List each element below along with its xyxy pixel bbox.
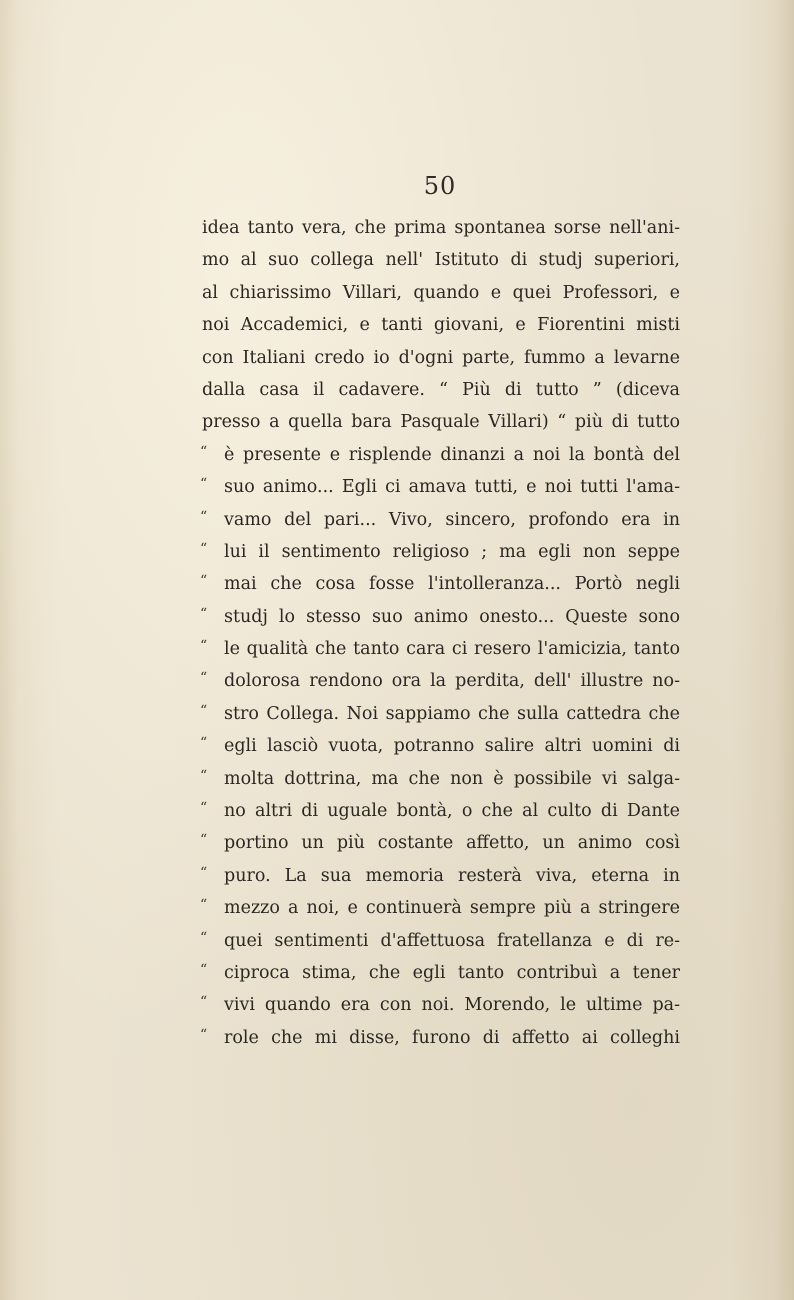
text-line (202, 212, 680, 244)
line-text: no altri di uguale bontà, o che al culto di Dante (224, 801, 680, 822)
line-text: egli lasciò vuota, potranno salire altri uomini di (224, 736, 680, 757)
quoted-line (202, 665, 680, 697)
quote-mark: “ (200, 670, 208, 687)
quoted-line (202, 892, 680, 924)
quoted-line (202, 795, 680, 827)
line-text: idea tanto vera, che prima spontanea sorse nell'ani- (202, 218, 680, 238)
text-line (202, 342, 680, 374)
quoted-line (202, 925, 680, 957)
line-text: è presente e risplende dinanzi a noi la bontà del (224, 444, 680, 465)
line-text: role che mi disse, furono di affetto ai colleghi (224, 1027, 680, 1048)
quoted-line (202, 471, 680, 503)
line-text: noi Accademici, e tanti giovani, e Fiorentini misti (202, 315, 680, 336)
line-text: molta dottrina, ma che non è possibile vi salga- (224, 768, 680, 789)
line-text: puro. La sua memoria resterà viva, eterna in (224, 865, 680, 886)
quoted-line (202, 698, 680, 730)
line-text: lui il sentimento religioso ; ma egli non seppe (224, 541, 680, 562)
quoted-line (202, 568, 680, 600)
quote-mark: “ (200, 540, 208, 557)
line-text: al chiarissimo Villari, quando e quei Professori, e (202, 282, 680, 303)
line-text: studj lo stesso suo animo onesto... Queste sono (224, 606, 680, 627)
quoted-line (202, 730, 680, 762)
quote-mark: “ (200, 864, 208, 881)
quoted-line (202, 633, 680, 665)
text-line (202, 406, 680, 438)
quote-mark: “ (200, 929, 208, 946)
quote-mark: “ (200, 800, 208, 817)
quoted-line (202, 957, 680, 989)
line-text: presso a quella bara Pasquale Villari) “ più di tutto (202, 412, 680, 433)
line-text: suo animo... Egli ci amava tutti, e noi tutti l'ama- (224, 477, 680, 498)
quoted-line (202, 827, 680, 859)
quoted-line (202, 439, 680, 471)
quote-mark: “ (200, 994, 208, 1011)
quote-mark: “ (200, 573, 208, 590)
quote-mark: “ (200, 961, 208, 978)
line-text: con Italiani credo io d'ogni parte, fummo a levarne (202, 347, 680, 368)
line-text: dalla casa il cadavere. “ Più di tutto ” (diceva (202, 379, 680, 400)
quote-mark: “ (200, 508, 208, 525)
body-text (202, 212, 680, 1054)
quoted-line (202, 601, 680, 633)
quoted-line (202, 763, 680, 795)
quoted-line (202, 860, 680, 892)
quote-mark: “ (200, 1026, 208, 1043)
quote-mark: “ (200, 702, 208, 719)
line-text: stro Collega. Noi sappiamo che sulla cattedra che (224, 703, 680, 724)
line-text: quei sentimenti d'affettuosa fratellanza e di re- (224, 930, 680, 951)
quote-mark: “ (200, 897, 208, 914)
line-text: mai che cosa fosse l'intolleranza... Portò negli (224, 574, 680, 595)
quote-mark: “ (200, 832, 208, 849)
line-text: le qualità che tanto cara ci resero l'amicizia, tanto (224, 639, 680, 660)
line-text: mezzo a noi, e continuerà sempre più a stringere (224, 898, 680, 919)
quote-mark: “ (200, 605, 208, 622)
line-text: portino un più costante affetto, un animo così (224, 833, 680, 854)
quote-mark: “ (200, 638, 208, 655)
text-line (202, 277, 680, 309)
quoted-line (202, 989, 680, 1021)
line-text: mo al suo collega nell' Istituto di studj superiori, (202, 250, 680, 271)
line-text: vamo del pari... Vivo, sincero, profondo era in (224, 509, 680, 530)
line-text: dolorosa rendono ora la perdita, dell' illustre no- (224, 671, 680, 692)
text-line (202, 374, 680, 406)
line-text: ciproca stima, che egli tanto contribuì a tener (224, 962, 680, 983)
quote-mark: “ (200, 476, 208, 493)
quote-mark: “ (200, 767, 208, 784)
quoted-line (202, 536, 680, 568)
quoted-line (202, 504, 680, 536)
quote-mark: “ (200, 443, 208, 460)
page-number: 50 (423, 172, 457, 200)
quote-mark: “ (200, 735, 208, 752)
text-line (202, 309, 680, 341)
quoted-line (202, 1022, 680, 1054)
text-line (202, 244, 680, 276)
line-text: vivi quando era con noi. Morendo, le ultime pa- (224, 995, 680, 1016)
